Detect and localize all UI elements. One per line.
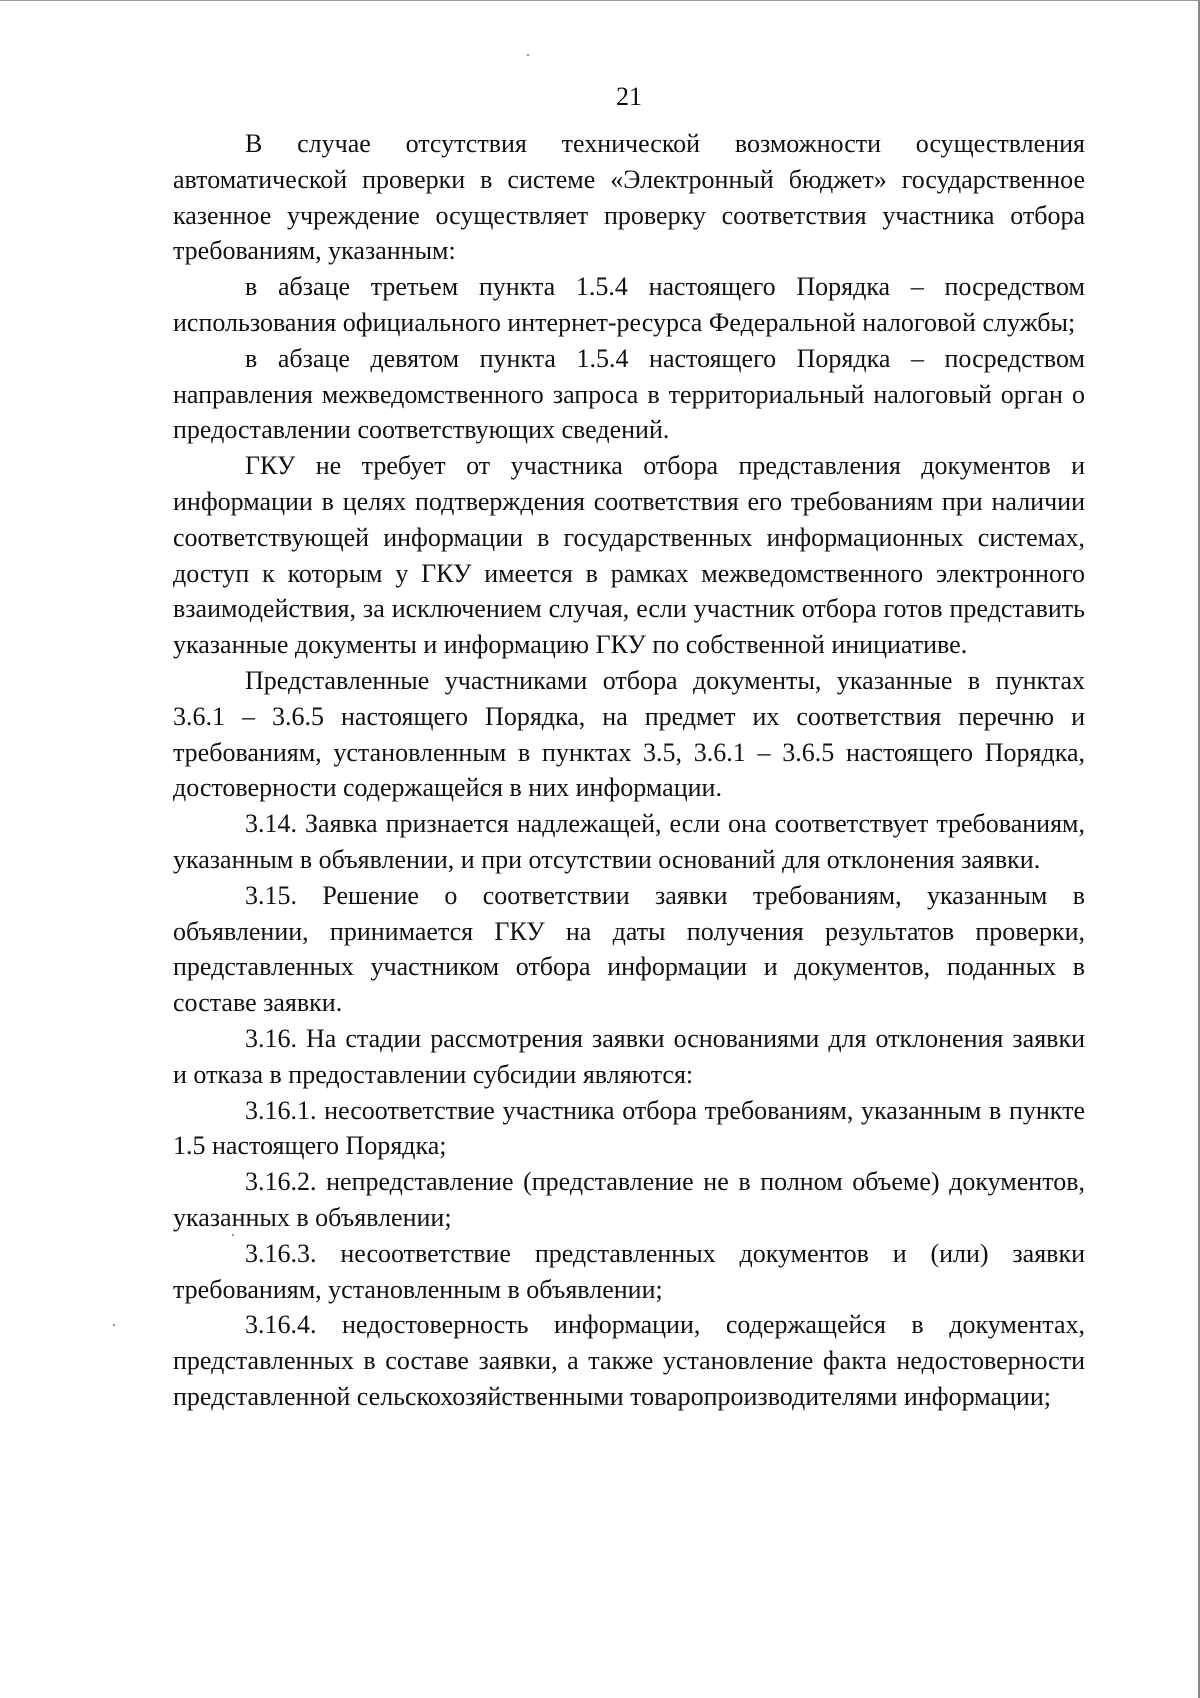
- paragraph-ninth-clause: в абзаце девятом пункта 1.5.4 настоящего Порядка – посредством направления межведомственного запроса в территориальный налоговый орган о предоставлении соответствующих сведений.: [173, 343, 1085, 445]
- paragraph-automatic-check: В случае отсутствия технической возможности осуществления автоматической проверки в системе «Электронный бюджет» государственное казенное учреждение осуществляет проверку соответствия участника отбора требованиям, указанным:: [173, 129, 1085, 266]
- paragraph-3-16: 3.16. На стадии рассмотрения заявки основаниями для отклонения заявки и отказа в предоставлении субсидии являются:: [173, 1023, 1085, 1089]
- document-body: [173, 126, 1085, 1415]
- paragraph-3-16-3: 3.16.3. несоответствие представленных документов и (или) заявки требованиям, установленным в объявлении;: [173, 1238, 1085, 1304]
- scan-speck: [527, 54, 529, 56]
- paragraph-3-16-2: 3.16.2. непредставление (представление не в полном объеме) документов, указанных в объявлении;: [173, 1167, 1085, 1232]
- scan-edge-top: [0, 0, 1200, 1]
- page-number: 21: [616, 82, 642, 111]
- paragraph-third-clause: в абзаце третьем пункта 1.5.4 настоящего Порядка – посредством использования официального интернет-ресурса Федеральной налоговой службы;: [173, 272, 1085, 337]
- paragraph-3-14: 3.14. Заявка признается надлежащей, если она соответствует требованиям, указанным в объявлении, и при отсутствии оснований для отклонения заявки.: [173, 809, 1085, 874]
- paragraph-submitted-documents: Представленные участниками отбора документы, указанные в пунктах 3.6.1 – 3.6.5 настоящего Порядка, на предмет их соответствия перечню и требованиям, установленным в пунктах 3.5, 3.6.1 – 3.6.5 настоящего Порядка, достоверности содержащейся в них информации.: [173, 665, 1085, 803]
- paragraph-3-16-4: 3.16.4. недостоверность информации, содержащейся в документах, представленных в составе заявки, а также установление факта недостоверности представленной сельскохозяйственными товаропроизводителями информации;: [173, 1310, 1085, 1411]
- paragraph-3-15: 3.15. Решение о соответствии заявки требованиям, указанным в объявлении, принимается ГКУ на даты получения результатов проверки, представленных участником отбора информации и документов, поданных в составе заявки.: [173, 880, 1085, 1018]
- paragraph-gku-documents: ГКУ не требует от участника отбора представления документов и информации в целях подтверждения соответствия его требованиям при наличии соответствующей информации в государственных информационных системах, доступ к которым у ГКУ имеется в рамках межведомственного электронного взаимодействия, за исключением случая, если участник отбора готов представить указанные документы и информацию ГКУ по собственной инициативе.: [173, 451, 1085, 660]
- paragraph-3-16-1: 3.16.1. несоответствие участника отбора требованиям, указанным в пункте 1.5 настоящего Порядка;: [173, 1095, 1085, 1161]
- scan-speck: [113, 1324, 115, 1326]
